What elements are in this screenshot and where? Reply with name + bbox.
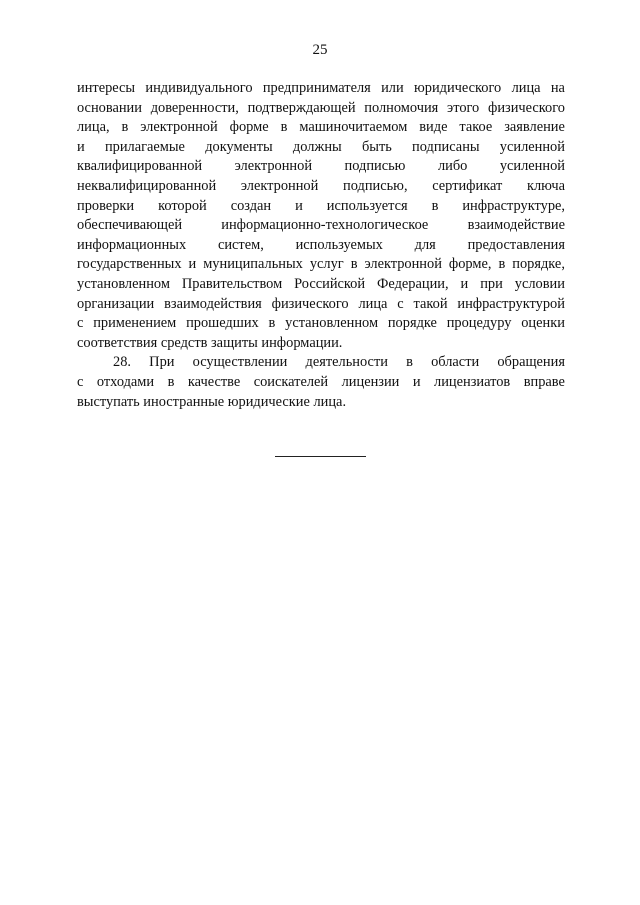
- word: Правительством: [181, 275, 283, 292]
- word: машиночитаемом: [299, 119, 408, 136]
- word: области: [431, 354, 480, 371]
- word: полномочия: [364, 99, 439, 116]
- word: физического: [488, 99, 565, 116]
- word: государственных: [77, 256, 182, 273]
- word: в: [121, 119, 129, 136]
- page-number: 25: [312, 42, 328, 58]
- word: муниципальных: [203, 256, 303, 273]
- text-line: [77, 373, 565, 393]
- text-line: [77, 99, 565, 119]
- word: прошедших: [186, 315, 259, 332]
- word: основании: [77, 99, 142, 116]
- text-line: [77, 79, 565, 99]
- word: и: [412, 373, 421, 390]
- word: оценки: [521, 315, 565, 332]
- word: физического: [271, 295, 349, 312]
- word: информационных: [77, 236, 187, 253]
- word: интересы: [77, 80, 136, 96]
- word: заявление: [504, 119, 565, 136]
- word: обращения: [497, 354, 565, 371]
- word: Российской: [294, 275, 366, 292]
- word: такое: [459, 119, 493, 136]
- word: или: [381, 80, 404, 96]
- word: в: [431, 197, 439, 214]
- word: взаимодействия: [164, 295, 262, 312]
- word: используется: [326, 197, 408, 214]
- word: подписью: [344, 158, 406, 175]
- word: электронной: [240, 177, 319, 194]
- word: индивидуального: [145, 80, 253, 96]
- word: обеспечивающей: [77, 217, 183, 234]
- word: осуществлении: [192, 354, 288, 371]
- word: проверки: [77, 197, 135, 214]
- document-body: [77, 79, 565, 412]
- word: вправе: [523, 373, 565, 390]
- word: быть: [361, 138, 392, 155]
- word: применением: [93, 315, 177, 332]
- word: в: [350, 256, 358, 273]
- word: услуг: [309, 256, 344, 273]
- word: виде: [419, 119, 448, 136]
- word: с: [77, 373, 84, 390]
- word: электронной: [364, 256, 442, 273]
- word: на: [550, 80, 565, 96]
- word: лицензии: [341, 373, 400, 390]
- end-divider: [275, 456, 366, 457]
- paragraph-continuation: [77, 79, 565, 353]
- text-line: [77, 197, 565, 217]
- word: соискателей: [253, 373, 329, 390]
- text-line: [77, 216, 565, 236]
- word: организации: [77, 295, 155, 312]
- word: подтверждающей: [247, 99, 356, 116]
- word: для: [414, 236, 436, 253]
- word: лицензиатов: [434, 373, 511, 390]
- word: взаимодействие: [467, 217, 565, 234]
- word: отходами: [96, 373, 155, 390]
- text-line: [77, 177, 565, 197]
- word: сертификат: [432, 177, 503, 194]
- word: подписаны: [412, 138, 480, 155]
- word: в: [406, 354, 413, 371]
- word: систем,: [217, 236, 264, 253]
- word: установленном: [77, 275, 170, 292]
- text-line: [77, 118, 565, 138]
- word: При: [149, 354, 175, 371]
- word: неквалифицированной: [77, 177, 217, 194]
- word: должны: [292, 138, 342, 155]
- word: с: [77, 315, 84, 332]
- word: в: [268, 315, 276, 332]
- word: с: [397, 295, 404, 312]
- word: которой: [158, 197, 207, 214]
- word: подписью,: [343, 177, 408, 194]
- word: создан: [230, 197, 272, 214]
- word: качестве: [187, 373, 241, 390]
- word: юридического: [414, 80, 502, 96]
- word: форме: [229, 119, 269, 136]
- word: процедуру: [446, 315, 512, 332]
- text-line: выступать иностранные юридические лица.: [77, 393, 347, 410]
- text-line: [77, 157, 565, 177]
- word: и: [77, 138, 85, 155]
- word: в: [280, 119, 288, 136]
- word: инфраструктуре,: [462, 197, 565, 214]
- word: предоставления: [467, 236, 565, 253]
- text-line: [77, 275, 565, 295]
- word: ключа: [526, 177, 565, 194]
- word: усиленной: [499, 158, 565, 175]
- word: 28.: [113, 354, 131, 371]
- word: этого: [447, 99, 480, 116]
- paragraph-28: [77, 353, 565, 412]
- word: Федерации,: [377, 275, 449, 292]
- word: используемых: [295, 236, 383, 253]
- word: и: [188, 256, 197, 273]
- word: лица,: [77, 119, 110, 136]
- text-line: [77, 138, 565, 158]
- word: лица: [511, 80, 541, 96]
- word: квалифицированной: [77, 158, 203, 175]
- word: и: [295, 197, 303, 214]
- word: установленном: [285, 315, 379, 332]
- word: либо: [437, 158, 468, 175]
- text-line: соответствия средств защиты информации.: [77, 334, 343, 351]
- text-line: [77, 255, 565, 275]
- text-line: [77, 236, 565, 256]
- text-line: [77, 353, 565, 373]
- word: усиленной: [499, 138, 565, 155]
- word: инфраструктурой: [457, 295, 565, 312]
- word: такой: [413, 295, 448, 312]
- word: документы: [205, 138, 273, 155]
- word: и: [460, 275, 469, 292]
- word: информационно-технологическое: [221, 217, 429, 234]
- word: электронной: [140, 119, 218, 136]
- word: условии: [514, 275, 565, 292]
- word: электронной: [234, 158, 313, 175]
- word: форме,: [448, 256, 492, 273]
- word: в: [498, 256, 506, 273]
- word: деятельности: [305, 354, 388, 371]
- word: порядке,: [512, 256, 565, 273]
- word: порядке: [387, 315, 437, 332]
- word: при: [480, 275, 503, 292]
- text-line: [77, 295, 565, 315]
- word: лица: [358, 295, 388, 312]
- word: доверенности,: [150, 99, 239, 116]
- word: прилагаемые: [104, 138, 185, 155]
- text-line: [77, 314, 565, 334]
- word: предпринимателя: [262, 80, 371, 96]
- word: в: [167, 373, 175, 390]
